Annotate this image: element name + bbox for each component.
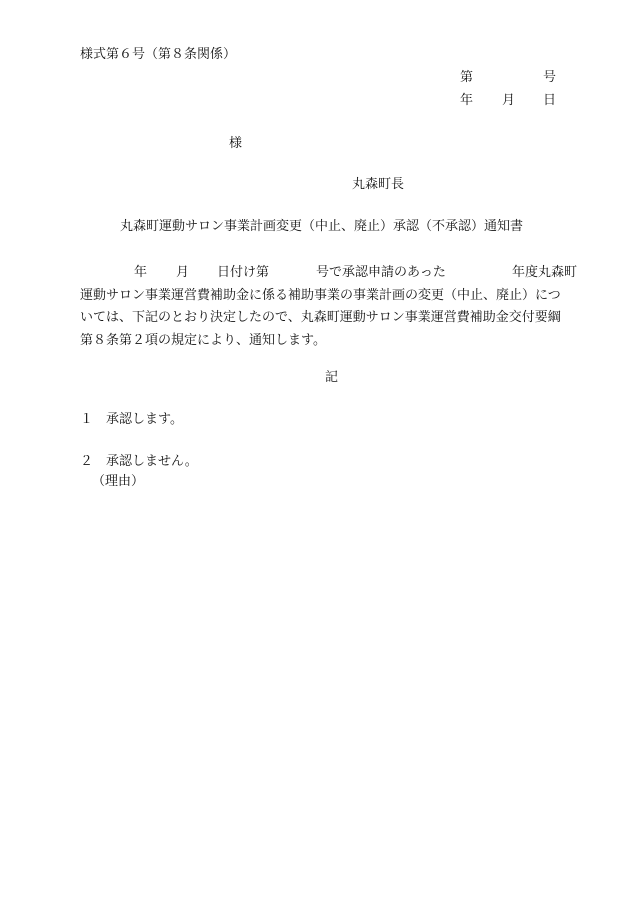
body-line-1 [80, 262, 578, 285]
body-line-3: いては、下記のとおり決定したので、丸森町運動サロン事業運営費補助金交付要綱 [80, 310, 561, 325]
document-title: 丸森町運動サロン事業計画変更（中止、廃止）承認（不承認）通知書 [120, 219, 524, 234]
body-year-label: 年 [134, 265, 148, 280]
date-month-label: 月 [502, 93, 516, 108]
form-label: 様式第６号（第８条関係） [80, 47, 237, 62]
body-line-4: 第８条第２項の規定により、通知します。 [80, 332, 326, 348]
item-number: １ [80, 412, 94, 427]
reason-label: （理由） [92, 474, 145, 489]
sender-name: 丸森町長 [352, 177, 405, 192]
body-fiscal-year: 年度丸森町 [512, 265, 578, 280]
item-text: 承認しません。 [106, 454, 198, 469]
body-month-label: 月 [176, 265, 190, 280]
body-line-2: 運動サロン事業運営費補助金に係る補助事業の事業計画の変更（中止、廃止）につ [80, 287, 561, 303]
body-paragraph [80, 262, 578, 352]
item-text: 承認します。 [106, 412, 183, 427]
addressee-suffix: 様 [229, 136, 243, 151]
number-prefix: 第 [460, 70, 474, 85]
number-suffix: 号 [543, 70, 557, 85]
body-date-ref: 日付け第 [217, 265, 270, 280]
date-year-label: 年 [460, 93, 474, 108]
date-day-label: 日 [543, 93, 557, 108]
ki-heading: 記 [325, 370, 339, 385]
body-number-ref: 号で承認申請のあった [316, 265, 446, 280]
item-number: ２ [80, 454, 94, 469]
